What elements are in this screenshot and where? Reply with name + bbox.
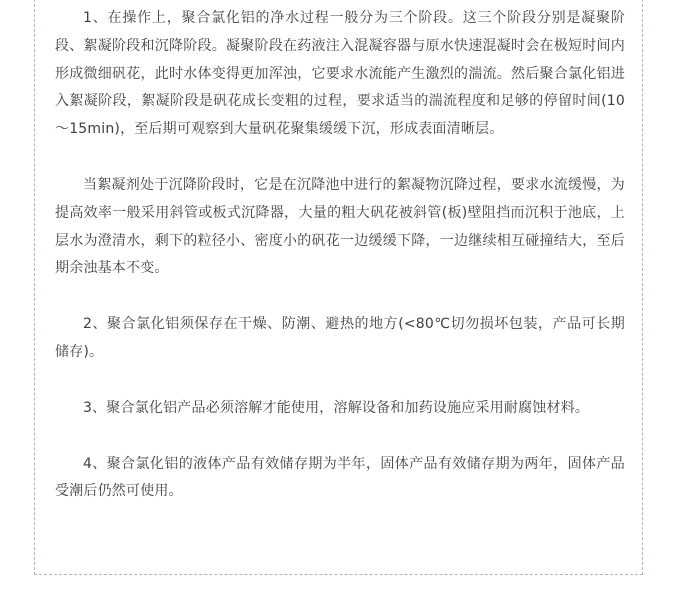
paragraph-process-stages: 1、在操作上，聚合氯化铝的净水过程一般分为三个阶段。这三个阶段分别是凝聚阶段、絮凝阶段和沉降阶段。凝聚阶段在药液注入混凝容器与原水快速混凝时会在极短时间内形成微细矾花，此时水体变得更加浑浊，它要求水流能产生激烈的湍流。然后聚合氯化铝进入絮凝阶段，絮凝阶段是矾花成长变粗的过程，要求适当的湍流程度和足够的停留时间(10～15min)，至后期可观察到大量矾花聚集缓缓下沉，形成表面清晰层。 bbox=[55, 10, 625, 138]
paragraph-shelf-life: 4、聚合氯化铝的液体产品有效储存期为半年，固体产品有效储存期为两年，固体产品受潮后仍然可使用。 bbox=[55, 455, 625, 500]
paragraph-sedimentation: 当絮凝剂处于沉降阶段时，它是在沉降池中进行的絮凝物沉降过程，要求水流缓慢，为提高效率一般采用斜管或板式沉降器，大量的粗大矾花被斜管(板)壁阻挡而沉积于池底，上层水为澄清水，剩下的粒径小、密度小的矾花一边缓缓下降，一边继续相互碰撞结大，至后期余浊基本不变。 bbox=[55, 176, 625, 277]
paragraph-storage: 2、聚合氯化铝须保存在干燥、防潮、避热的地方(<80℃切勿损坏包装，产品可长期储存)。 bbox=[55, 316, 625, 360]
paragraph-dissolving: 3、聚合氯化铝产品必须溶解才能使用，溶解设备和加药设施应采用耐腐蚀材料。 bbox=[83, 399, 590, 416]
article-body bbox=[55, 5, 625, 506]
paragraph-spacer bbox=[55, 144, 625, 172]
paragraph-spacer bbox=[55, 423, 625, 451]
paragraph-spacer bbox=[55, 283, 625, 311]
paragraph-spacer bbox=[55, 367, 625, 395]
